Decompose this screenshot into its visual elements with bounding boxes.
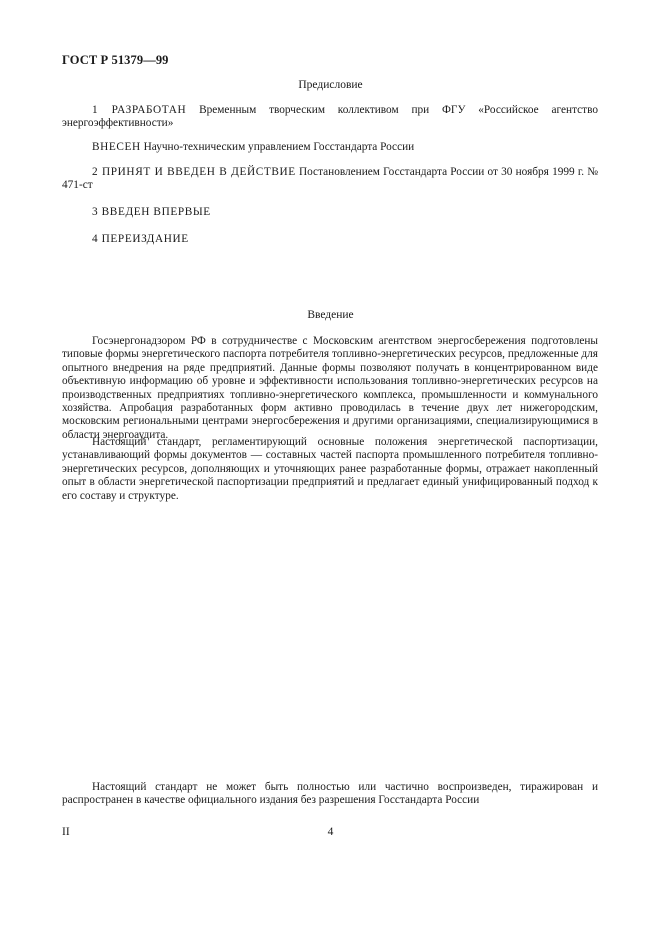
roman-page-number: II: [62, 826, 70, 838]
developed-text: Временным творческим коллективом при ФГУ «Российское агентство энергоэффективности»: [62, 104, 599, 130]
preface-title: Предисловие: [298, 79, 363, 91]
preface-item-developed: [62, 104, 598, 131]
adopted-lead: 2 ПРИНЯТ И ВВЕДЕН В ДЕЙСТВИЕ: [92, 166, 296, 178]
preface-item-reissue: 4 ПЕРЕИЗДАНИЕ: [92, 233, 189, 245]
introduction-title: Введение: [307, 309, 354, 321]
adopted-text: Постановлением Госстандарта России от 30 ноября 1999 г. № 471-ст: [62, 166, 598, 192]
introduced-lead: ВНЕСЕН: [92, 141, 141, 153]
introduction-paragraph-1: Госэнергонадзором РФ в сотрудничестве с Московским агентством энергосбережения подготовлены типовые формы энергетического паспорта потребителя топливно-энергетических ресурсов, предложенные для опытного внедрения на ряде предприятий. Данные формы позволяют получать в концентрированном виде объективную информацию об уровне и эффективности использования топливно-энергетических ресурсов на производственных предприятиях топливно-энергетического комплекса, промышленности и коммунального хозяйства. Апробация разработанных форм активно проводилась в течение двух лет нижегородским, московским региональными центрами энергосбережения и другими организациями, специализирующимися в области энергоаудита.: [62, 335, 598, 441]
preface-item-adopted: [62, 166, 598, 193]
developed-lead: 1 РАЗРАБОТАН: [92, 104, 187, 116]
document-code: ГОСТ Р 51379—99: [62, 53, 169, 67]
preface-item-introduced: [62, 141, 598, 154]
preface-item-first-introduced: 3 ВВЕДЕН ВПЕРВЫЕ: [92, 206, 211, 218]
page-number: 4: [327, 826, 334, 838]
introduced-text: Научно-техническим управлением Госстандарта России: [140, 141, 415, 153]
copyright-notice: Настоящий стандарт не может быть полностью или частично воспроизведен, тиражирован и распространен в качестве официального издания без разрешения Госстандарта России: [62, 781, 598, 807]
introduction-paragraph-2: Настоящий стандарт, регламентирующий основные положения энергетической паспортизации, устанавливающий формы документов — составных частей паспорта промышленного потребителя топливно-энергетических ресурсов, дополняющих и уточняющих ранее разработанные формы, отражает накопленный опыт в области энергетической паспортизации предприятий и предлагает единый унифицированный подход к его составу и структуре.: [62, 436, 598, 502]
